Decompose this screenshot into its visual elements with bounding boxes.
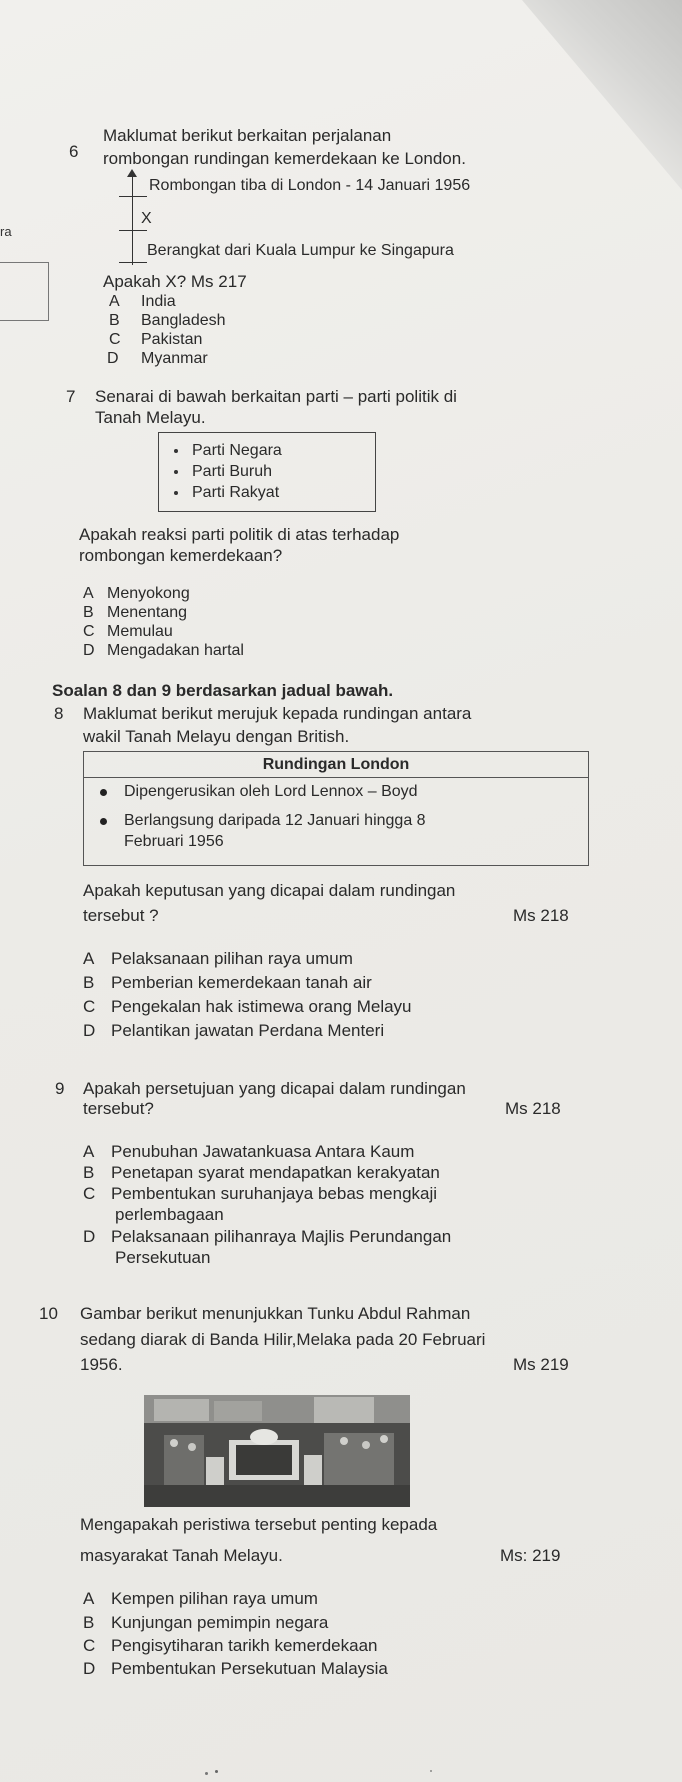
timeline-event-bottom: Berangkat dari Kuala Lumpur ke Singapura	[147, 242, 454, 259]
q7-option-a-letter: A	[83, 585, 94, 602]
timeline-tick	[119, 230, 147, 231]
q10-option-b: Kunjungan pemimpin negara	[111, 1613, 329, 1632]
q9-option-c-line2: perlembagaan	[115, 1205, 224, 1224]
q8-ms: Ms 218	[513, 906, 569, 925]
q10-number: 10	[39, 1304, 58, 1323]
q6-option-d-letter: D	[107, 350, 119, 367]
q9-option-d-letter: D	[83, 1227, 96, 1246]
table-item2-line1: Berlangsung daripada 12 Januari hingga 8	[124, 812, 426, 829]
q7-option-d: Mengadakan hartal	[107, 642, 244, 659]
q6-line2: rombongan rundingan kemerdekaan ke London.	[103, 149, 466, 168]
q9-option-c-line1: Pembentukan suruhanjaya bebas mengkaji	[111, 1184, 438, 1203]
left-edge-mark: ra	[0, 224, 12, 239]
table-item2-line2: Februari 1956	[124, 833, 224, 850]
q8-option-a-letter: A	[83, 949, 95, 968]
q7-line1: Senarai di bawah berkaitan parti – parti politik di	[95, 387, 457, 406]
q7-option-c: Memulau	[107, 623, 173, 640]
rundingan-london-table	[83, 751, 589, 866]
q9-option-d-line2: Persekutuan	[115, 1248, 211, 1267]
q7-question-line1: Apakah reaksi parti politik di atas terhadap	[79, 525, 400, 544]
q6-number: 6	[69, 142, 79, 161]
q10-ms2: Ms: 219	[500, 1546, 561, 1565]
party-item: Parti Rakyat	[174, 483, 279, 503]
table-item1: Dipengerusikan oleh Lord Lennox – Boyd	[124, 783, 418, 800]
q7-option-d-letter: D	[83, 642, 95, 659]
q8-number: 8	[54, 704, 64, 723]
q6-option-c: Pakistan	[141, 331, 203, 348]
q10-question-line2: masyarakat Tanah Melayu.	[80, 1546, 283, 1565]
timeline-tick	[119, 196, 147, 197]
q8-option-c-letter: C	[83, 997, 96, 1016]
q7-option-b: Menentang	[107, 604, 188, 621]
q9-option-b-letter: B	[83, 1163, 95, 1182]
q8-option-d-letter: D	[83, 1021, 96, 1040]
bullet-icon	[100, 818, 107, 825]
q7-question-line2: rombongan kemerdekaan?	[79, 546, 283, 565]
table-title: Rundingan London	[84, 752, 588, 778]
parade-photo	[144, 1395, 410, 1507]
q10-option-a-letter: A	[83, 1589, 95, 1608]
q7-number: 7	[66, 387, 76, 406]
q9-option-a: Penubuhan Jawatankuasa Antara Kaum	[111, 1142, 415, 1161]
q8-option-b-letter: B	[83, 973, 95, 992]
q6-option-d: Myanmar	[141, 350, 208, 367]
q10-option-b-letter: B	[83, 1613, 95, 1632]
q8-line1: Maklumat berikut merujuk kepada rundingan antara	[83, 704, 472, 723]
q8-option-c: Pengekalan hak istimewa orang Melayu	[111, 997, 412, 1016]
party-item: Parti Negara	[174, 441, 282, 461]
q10-option-c: Pengisytiharan tarikh kemerdekaan	[111, 1636, 378, 1655]
page-corner-shadow	[522, 0, 682, 190]
q9-line1: Apakah persetujuan yang dicapai dalam rundingan	[83, 1079, 466, 1098]
q6-question: Apakah X? Ms 217	[103, 272, 247, 291]
q6-option-a: India	[141, 293, 176, 310]
q10-option-d: Pembentukan Persekutuan Malaysia	[111, 1659, 388, 1678]
party-item: Parti Buruh	[174, 462, 272, 482]
q7-option-b-letter: B	[83, 604, 94, 621]
timeline-tick	[119, 262, 147, 263]
q8-question-line2: tersebut ?	[83, 906, 159, 925]
q10-option-a: Kempen pilihan raya umum	[111, 1589, 318, 1608]
q9-option-c-letter: C	[83, 1184, 96, 1203]
bullet-icon	[174, 491, 178, 495]
timeline-axis	[132, 175, 133, 265]
q7-option-c-letter: C	[83, 623, 95, 640]
speck	[430, 1770, 432, 1772]
q6-option-c-letter: C	[109, 331, 121, 348]
q9-option-d-line1: Pelaksanaan pilihanraya Majlis Perundangan	[111, 1227, 452, 1246]
q9-line2: tersebut?	[83, 1099, 154, 1118]
q8-question-line1: Apakah keputusan yang dicapai dalam rundingan	[83, 881, 456, 900]
q6-option-b: Bangladesh	[141, 312, 226, 329]
bullet-icon	[174, 449, 178, 453]
q10-line1: Gambar berikut menunjukkan Tunku Abdul Rahman	[80, 1304, 471, 1323]
q10-question-line1: Mengapakah peristiwa tersebut penting kepada	[80, 1515, 438, 1534]
speck	[215, 1770, 218, 1773]
q6-option-b-letter: B	[109, 312, 120, 329]
q10-option-d-letter: D	[83, 1659, 96, 1678]
q9-number: 9	[55, 1079, 65, 1098]
q8-option-b: Pemberian kemerdekaan tanah air	[111, 973, 372, 992]
q6-option-a-letter: A	[109, 293, 120, 310]
q10-line2: sedang diarak di Banda Hilir,Melaka pada 20 Februari	[80, 1330, 486, 1349]
q9-option-b: Penetapan syarat mendapatkan kerakyatan	[111, 1163, 440, 1182]
bullet-icon	[100, 789, 107, 796]
q8-line2: wakil Tanah Melayu dengan British.	[83, 727, 350, 746]
q9-option-a-letter: A	[83, 1142, 95, 1161]
bullet-icon	[174, 470, 178, 474]
q8-option-d: Pelantikan jawatan Perdana Menteri	[111, 1021, 385, 1040]
q10-option-c-letter: C	[83, 1636, 96, 1655]
timeline-event-top: Rombongan tiba di London - 14 Januari 1956	[149, 177, 471, 194]
q10-line3: 1956.	[80, 1355, 123, 1374]
section-heading: Soalan 8 dan 9 berdasarkan jadual bawah.	[52, 681, 394, 700]
q8-option-a: Pelaksanaan pilihan raya umum	[111, 949, 353, 968]
speck	[205, 1772, 208, 1775]
q6-line1: Maklumat berikut berkaitan perjalanan	[103, 126, 392, 145]
q7-option-a: Menyokong	[107, 585, 190, 602]
left-edge-box	[0, 262, 49, 321]
q10-ms: Ms 219	[513, 1355, 569, 1374]
q7-line2: Tanah Melayu.	[95, 408, 206, 427]
timeline-event-x: X	[141, 210, 152, 227]
party-list-box	[158, 432, 376, 512]
q9-ms: Ms 218	[505, 1099, 561, 1118]
